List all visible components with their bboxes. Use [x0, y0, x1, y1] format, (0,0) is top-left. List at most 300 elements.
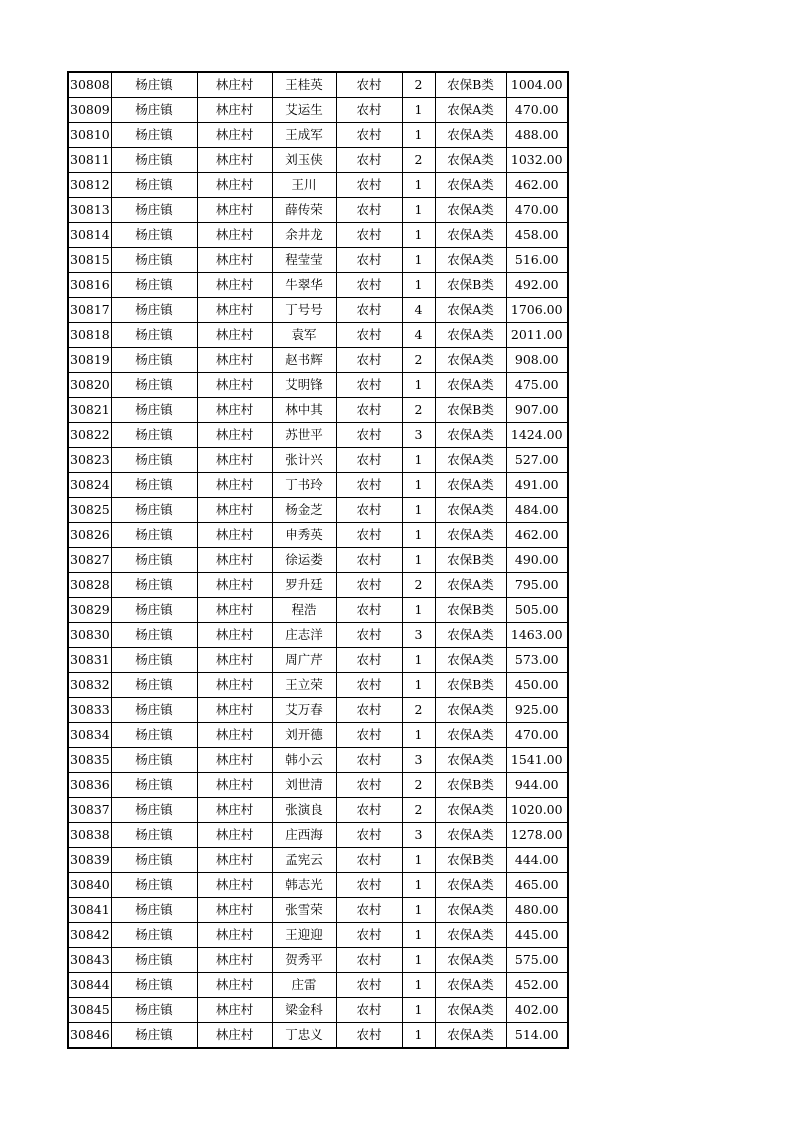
- table-row: [68, 898, 568, 923]
- cell-id: 30838: [68, 823, 111, 848]
- cell-amount: 907.00: [506, 398, 568, 423]
- cell-name: 梁金科: [272, 998, 336, 1023]
- cell-name: 程浩: [272, 598, 336, 623]
- cell-amount: 2011.00: [506, 323, 568, 348]
- cell-amount: 402.00: [506, 998, 568, 1023]
- cell-name: 丁忠义: [272, 1023, 336, 1049]
- cell-person_count: 1: [402, 673, 435, 698]
- cell-amount: 1020.00: [506, 798, 568, 823]
- cell-household_type: 农村: [336, 348, 402, 373]
- cell-village: 林庄村: [197, 248, 272, 273]
- cell-insurance_class: 农保A类: [435, 373, 506, 398]
- cell-name: 王迎迎: [272, 923, 336, 948]
- cell-household_type: 农村: [336, 823, 402, 848]
- cell-id: 30816: [68, 273, 111, 298]
- table-row: [68, 773, 568, 798]
- cell-name: 袁军: [272, 323, 336, 348]
- cell-household_type: 农村: [336, 898, 402, 923]
- table-row: [68, 498, 568, 523]
- cell-household_type: 农村: [336, 548, 402, 573]
- cell-town: 杨庄镇: [111, 273, 197, 298]
- cell-insurance_class: 农保A类: [435, 323, 506, 348]
- cell-person_count: 1: [402, 473, 435, 498]
- cell-id: 30818: [68, 323, 111, 348]
- cell-town: 杨庄镇: [111, 723, 197, 748]
- cell-insurance_class: 农保A类: [435, 448, 506, 473]
- cell-name: 张演良: [272, 798, 336, 823]
- cell-name: 赵书辉: [272, 348, 336, 373]
- cell-insurance_class: 农保A类: [435, 723, 506, 748]
- cell-id: 30824: [68, 473, 111, 498]
- cell-person_count: 2: [402, 348, 435, 373]
- cell-town: 杨庄镇: [111, 623, 197, 648]
- cell-name: 庄志洋: [272, 623, 336, 648]
- cell-amount: 1463.00: [506, 623, 568, 648]
- table-row: [68, 248, 568, 273]
- cell-village: 林庄村: [197, 798, 272, 823]
- cell-amount: 514.00: [506, 1023, 568, 1049]
- cell-person_count: 1: [402, 173, 435, 198]
- cell-town: 杨庄镇: [111, 548, 197, 573]
- cell-household_type: 农村: [336, 523, 402, 548]
- table-row: [68, 623, 568, 648]
- cell-town: 杨庄镇: [111, 998, 197, 1023]
- cell-name: 贺秀平: [272, 948, 336, 973]
- cell-village: 林庄村: [197, 648, 272, 673]
- table-row: [68, 848, 568, 873]
- cell-person_count: 1: [402, 273, 435, 298]
- cell-village: 林庄村: [197, 373, 272, 398]
- cell-village: 林庄村: [197, 923, 272, 948]
- cell-village: 林庄村: [197, 323, 272, 348]
- cell-name: 薛传荣: [272, 198, 336, 223]
- cell-town: 杨庄镇: [111, 223, 197, 248]
- cell-household_type: 农村: [336, 198, 402, 223]
- cell-household_type: 农村: [336, 423, 402, 448]
- cell-town: 杨庄镇: [111, 72, 197, 98]
- table-row: [68, 72, 568, 98]
- table-row: [68, 673, 568, 698]
- cell-name: 刘世清: [272, 773, 336, 798]
- cell-id: 30845: [68, 998, 111, 1023]
- cell-household_type: 农村: [336, 623, 402, 648]
- cell-id: 30843: [68, 948, 111, 973]
- cell-household_type: 农村: [336, 273, 402, 298]
- cell-id: 30814: [68, 223, 111, 248]
- table-row: [68, 298, 568, 323]
- cell-village: 林庄村: [197, 348, 272, 373]
- cell-name: 余井龙: [272, 223, 336, 248]
- cell-village: 林庄村: [197, 823, 272, 848]
- cell-village: 林庄村: [197, 998, 272, 1023]
- cell-person_count: 3: [402, 623, 435, 648]
- cell-village: 林庄村: [197, 773, 272, 798]
- cell-household_type: 农村: [336, 498, 402, 523]
- cell-household_type: 农村: [336, 648, 402, 673]
- cell-village: 林庄村: [197, 573, 272, 598]
- cell-town: 杨庄镇: [111, 398, 197, 423]
- table-row: [68, 823, 568, 848]
- cell-person_count: 2: [402, 798, 435, 823]
- cell-amount: 462.00: [506, 523, 568, 548]
- cell-person_count: 1: [402, 648, 435, 673]
- cell-village: 林庄村: [197, 623, 272, 648]
- cell-name: 庄雷: [272, 973, 336, 998]
- cell-amount: 1424.00: [506, 423, 568, 448]
- cell-person_count: 1: [402, 548, 435, 573]
- cell-insurance_class: 农保B类: [435, 773, 506, 798]
- cell-amount: 575.00: [506, 948, 568, 973]
- cell-amount: 470.00: [506, 198, 568, 223]
- cell-person_count: 2: [402, 398, 435, 423]
- cell-town: 杨庄镇: [111, 123, 197, 148]
- cell-household_type: 农村: [336, 998, 402, 1023]
- cell-amount: 1004.00: [506, 72, 568, 98]
- table-row: [68, 798, 568, 823]
- cell-village: 林庄村: [197, 723, 272, 748]
- records-table: [67, 71, 569, 1049]
- cell-village: 林庄村: [197, 148, 272, 173]
- table-row: [68, 998, 568, 1023]
- cell-household_type: 农村: [336, 848, 402, 873]
- cell-insurance_class: 农保A类: [435, 798, 506, 823]
- cell-village: 林庄村: [197, 173, 272, 198]
- cell-id: 30834: [68, 723, 111, 748]
- cell-id: 30835: [68, 748, 111, 773]
- cell-insurance_class: 农保A类: [435, 923, 506, 948]
- cell-person_count: 1: [402, 998, 435, 1023]
- cell-id: 30826: [68, 523, 111, 548]
- cell-village: 林庄村: [197, 72, 272, 98]
- cell-insurance_class: 农保A类: [435, 623, 506, 648]
- cell-town: 杨庄镇: [111, 423, 197, 448]
- cell-person_count: 1: [402, 523, 435, 548]
- table-row: [68, 198, 568, 223]
- cell-person_count: 1: [402, 873, 435, 898]
- cell-id: 30809: [68, 98, 111, 123]
- cell-household_type: 农村: [336, 673, 402, 698]
- cell-household_type: 农村: [336, 923, 402, 948]
- cell-id: 30822: [68, 423, 111, 448]
- cell-village: 林庄村: [197, 198, 272, 223]
- cell-insurance_class: 农保A类: [435, 948, 506, 973]
- cell-town: 杨庄镇: [111, 98, 197, 123]
- table-row: [68, 473, 568, 498]
- cell-village: 林庄村: [197, 673, 272, 698]
- cell-amount: 1278.00: [506, 823, 568, 848]
- cell-amount: 462.00: [506, 173, 568, 198]
- cell-village: 林庄村: [197, 598, 272, 623]
- cell-id: 30829: [68, 598, 111, 623]
- cell-person_count: 1: [402, 98, 435, 123]
- cell-amount: 573.00: [506, 648, 568, 673]
- cell-town: 杨庄镇: [111, 848, 197, 873]
- cell-name: 王成军: [272, 123, 336, 148]
- cell-town: 杨庄镇: [111, 748, 197, 773]
- cell-amount: 480.00: [506, 898, 568, 923]
- table-row: [68, 348, 568, 373]
- cell-town: 杨庄镇: [111, 948, 197, 973]
- cell-insurance_class: 农保A类: [435, 198, 506, 223]
- table-row: [68, 98, 568, 123]
- table-row: [68, 273, 568, 298]
- cell-insurance_class: 农保A类: [435, 148, 506, 173]
- cell-amount: 450.00: [506, 673, 568, 698]
- cell-insurance_class: 农保A类: [435, 873, 506, 898]
- cell-amount: 925.00: [506, 698, 568, 723]
- cell-town: 杨庄镇: [111, 873, 197, 898]
- cell-id: 30837: [68, 798, 111, 823]
- cell-town: 杨庄镇: [111, 373, 197, 398]
- cell-name: 刘开德: [272, 723, 336, 748]
- cell-village: 林庄村: [197, 898, 272, 923]
- cell-insurance_class: 农保A类: [435, 473, 506, 498]
- table-row: [68, 323, 568, 348]
- table-row: [68, 573, 568, 598]
- table-row: [68, 223, 568, 248]
- table-row: [68, 423, 568, 448]
- cell-town: 杨庄镇: [111, 598, 197, 623]
- cell-person_count: 1: [402, 923, 435, 948]
- cell-person_count: 4: [402, 323, 435, 348]
- cell-town: 杨庄镇: [111, 298, 197, 323]
- cell-person_count: 3: [402, 423, 435, 448]
- cell-id: 30832: [68, 673, 111, 698]
- table-sheet: [67, 71, 569, 1049]
- cell-insurance_class: 农保A类: [435, 173, 506, 198]
- cell-town: 杨庄镇: [111, 198, 197, 223]
- cell-person_count: 1: [402, 848, 435, 873]
- cell-name: 杨金芝: [272, 498, 336, 523]
- cell-person_count: 1: [402, 123, 435, 148]
- cell-amount: 491.00: [506, 473, 568, 498]
- cell-village: 林庄村: [197, 973, 272, 998]
- table-row: [68, 373, 568, 398]
- cell-insurance_class: 农保A类: [435, 298, 506, 323]
- cell-name: 周广芹: [272, 648, 336, 673]
- cell-person_count: 3: [402, 823, 435, 848]
- cell-amount: 516.00: [506, 248, 568, 273]
- cell-household_type: 农村: [336, 723, 402, 748]
- cell-village: 林庄村: [197, 273, 272, 298]
- cell-village: 林庄村: [197, 748, 272, 773]
- cell-id: 30823: [68, 448, 111, 473]
- table-row: [68, 973, 568, 998]
- table-row: [68, 923, 568, 948]
- cell-household_type: 农村: [336, 698, 402, 723]
- cell-amount: 492.00: [506, 273, 568, 298]
- cell-amount: 452.00: [506, 973, 568, 998]
- cell-amount: 795.00: [506, 573, 568, 598]
- cell-id: 30808: [68, 72, 111, 98]
- table-row: [68, 523, 568, 548]
- table-row: [68, 598, 568, 623]
- cell-household_type: 农村: [336, 448, 402, 473]
- cell-insurance_class: 农保A类: [435, 898, 506, 923]
- cell-person_count: 3: [402, 748, 435, 773]
- cell-person_count: 1: [402, 498, 435, 523]
- cell-person_count: 2: [402, 773, 435, 798]
- cell-town: 杨庄镇: [111, 323, 197, 348]
- cell-name: 程莹莹: [272, 248, 336, 273]
- cell-amount: 445.00: [506, 923, 568, 948]
- cell-household_type: 农村: [336, 373, 402, 398]
- cell-household_type: 农村: [336, 98, 402, 123]
- cell-name: 丁号号: [272, 298, 336, 323]
- cell-amount: 484.00: [506, 498, 568, 523]
- cell-amount: 488.00: [506, 123, 568, 148]
- cell-amount: 1032.00: [506, 148, 568, 173]
- cell-id: 30840: [68, 873, 111, 898]
- cell-village: 林庄村: [197, 873, 272, 898]
- cell-village: 林庄村: [197, 223, 272, 248]
- cell-household_type: 农村: [336, 72, 402, 98]
- cell-name: 牛翠华: [272, 273, 336, 298]
- cell-name: 王立荣: [272, 673, 336, 698]
- cell-id: 30836: [68, 773, 111, 798]
- cell-name: 韩小云: [272, 748, 336, 773]
- cell-village: 林庄村: [197, 498, 272, 523]
- table-row: [68, 748, 568, 773]
- cell-insurance_class: 农保A类: [435, 423, 506, 448]
- cell-household_type: 农村: [336, 473, 402, 498]
- cell-name: 艾明锋: [272, 373, 336, 398]
- cell-insurance_class: 农保A类: [435, 98, 506, 123]
- cell-id: 30813: [68, 198, 111, 223]
- cell-town: 杨庄镇: [111, 448, 197, 473]
- cell-insurance_class: 农保B类: [435, 72, 506, 98]
- cell-name: 韩志光: [272, 873, 336, 898]
- cell-household_type: 农村: [336, 973, 402, 998]
- cell-name: 丁书玲: [272, 473, 336, 498]
- cell-name: 申秀英: [272, 523, 336, 548]
- table-row: [68, 173, 568, 198]
- cell-village: 林庄村: [197, 698, 272, 723]
- cell-person_count: 1: [402, 448, 435, 473]
- cell-person_count: 1: [402, 223, 435, 248]
- cell-insurance_class: 农保A类: [435, 523, 506, 548]
- cell-household_type: 农村: [336, 1023, 402, 1049]
- cell-insurance_class: 农保A类: [435, 973, 506, 998]
- cell-person_count: 1: [402, 248, 435, 273]
- cell-town: 杨庄镇: [111, 248, 197, 273]
- cell-id: 30833: [68, 698, 111, 723]
- cell-village: 林庄村: [197, 848, 272, 873]
- cell-insurance_class: 农保B类: [435, 598, 506, 623]
- cell-town: 杨庄镇: [111, 173, 197, 198]
- cell-household_type: 农村: [336, 148, 402, 173]
- cell-id: 30841: [68, 898, 111, 923]
- cell-village: 林庄村: [197, 1023, 272, 1049]
- table-row: [68, 398, 568, 423]
- cell-village: 林庄村: [197, 948, 272, 973]
- cell-household_type: 农村: [336, 798, 402, 823]
- cell-household_type: 农村: [336, 598, 402, 623]
- cell-name: 张雪荣: [272, 898, 336, 923]
- cell-name: 艾万春: [272, 698, 336, 723]
- cell-id: 30821: [68, 398, 111, 423]
- cell-amount: 1541.00: [506, 748, 568, 773]
- table-row: [68, 1023, 568, 1049]
- cell-name: 苏世平: [272, 423, 336, 448]
- cell-person_count: 2: [402, 573, 435, 598]
- cell-town: 杨庄镇: [111, 498, 197, 523]
- cell-household_type: 农村: [336, 773, 402, 798]
- cell-insurance_class: 农保A类: [435, 248, 506, 273]
- cell-village: 林庄村: [197, 398, 272, 423]
- cell-village: 林庄村: [197, 448, 272, 473]
- cell-name: 孟宪云: [272, 848, 336, 873]
- cell-town: 杨庄镇: [111, 573, 197, 598]
- table-row: [68, 948, 568, 973]
- cell-person_count: 1: [402, 723, 435, 748]
- cell-person_count: 1: [402, 373, 435, 398]
- cell-town: 杨庄镇: [111, 148, 197, 173]
- cell-town: 杨庄镇: [111, 698, 197, 723]
- cell-town: 杨庄镇: [111, 648, 197, 673]
- cell-id: 30812: [68, 173, 111, 198]
- cell-name: 刘玉侠: [272, 148, 336, 173]
- cell-amount: 444.00: [506, 848, 568, 873]
- cell-id: 30839: [68, 848, 111, 873]
- cell-id: 30831: [68, 648, 111, 673]
- cell-person_count: 1: [402, 598, 435, 623]
- cell-person_count: 4: [402, 298, 435, 323]
- cell-town: 杨庄镇: [111, 798, 197, 823]
- cell-town: 杨庄镇: [111, 773, 197, 798]
- cell-insurance_class: 农保A类: [435, 823, 506, 848]
- cell-name: 张计兴: [272, 448, 336, 473]
- cell-town: 杨庄镇: [111, 898, 197, 923]
- cell-household_type: 农村: [336, 573, 402, 598]
- cell-amount: 465.00: [506, 873, 568, 898]
- cell-town: 杨庄镇: [111, 1023, 197, 1049]
- cell-person_count: 1: [402, 973, 435, 998]
- table-row: [68, 548, 568, 573]
- cell-amount: 490.00: [506, 548, 568, 573]
- cell-household_type: 农村: [336, 323, 402, 348]
- cell-id: 30827: [68, 548, 111, 573]
- cell-insurance_class: 农保A类: [435, 1023, 506, 1049]
- cell-amount: 1706.00: [506, 298, 568, 323]
- cell-amount: 908.00: [506, 348, 568, 373]
- cell-town: 杨庄镇: [111, 348, 197, 373]
- cell-person_count: 1: [402, 198, 435, 223]
- cell-village: 林庄村: [197, 98, 272, 123]
- table-row: [68, 698, 568, 723]
- cell-insurance_class: 农保B类: [435, 673, 506, 698]
- cell-insurance_class: 农保A类: [435, 223, 506, 248]
- cell-person_count: 1: [402, 1023, 435, 1049]
- cell-village: 林庄村: [197, 548, 272, 573]
- cell-name: 徐运娄: [272, 548, 336, 573]
- cell-insurance_class: 农保A类: [435, 498, 506, 523]
- cell-insurance_class: 农保A类: [435, 648, 506, 673]
- cell-insurance_class: 农保B类: [435, 273, 506, 298]
- cell-town: 杨庄镇: [111, 973, 197, 998]
- cell-household_type: 农村: [336, 123, 402, 148]
- records-table-body: [68, 72, 568, 1048]
- cell-insurance_class: 农保A类: [435, 998, 506, 1023]
- cell-id: 30844: [68, 973, 111, 998]
- cell-household_type: 农村: [336, 298, 402, 323]
- cell-insurance_class: 农保B类: [435, 398, 506, 423]
- cell-insurance_class: 农保A类: [435, 123, 506, 148]
- cell-id: 30828: [68, 573, 111, 598]
- cell-household_type: 农村: [336, 223, 402, 248]
- cell-village: 林庄村: [197, 123, 272, 148]
- cell-insurance_class: 农保A类: [435, 748, 506, 773]
